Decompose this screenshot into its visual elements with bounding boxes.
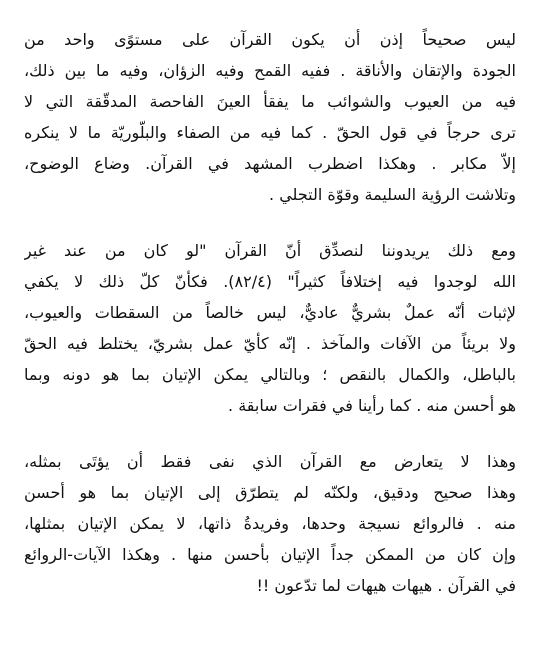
paragraph-spacer [24, 210, 516, 235]
paragraph-1 [24, 24, 516, 210]
text-line: وتلاشت الرؤية السليمة وقوّة التجلي . [269, 185, 516, 204]
paragraph-spacer [24, 421, 516, 446]
paragraph-2 [24, 235, 516, 421]
text-line: إلاّ مكابر . وهكذا اضطرب المشهد في القرآن. وضاع الوضوح، [24, 154, 516, 173]
text-line: منه . فالروائع نسيجة وحدها، وفريدةُ ذاتها، لا يمكن الإتيان بمثلها، [24, 514, 516, 533]
text-line: لإثبات أنّه عملٌ بشريٌّ عاديٌّ، ليس خالصاً من السقطات والعيوب، [24, 303, 516, 322]
text-line: الله لوجدوا فيه إختلافاً كثيراً" (٨٢/٤). فكأنّ كلّ ذلك لا يكفي [24, 272, 516, 291]
text-line: ليس صحيحاً إذن أن يكون القرآن على مستوًى واحد من [24, 30, 516, 49]
text-line: ولا بريئاً من الآفات والمآخذ . إنّه كأيّ عمل بشريّ، يختلط فيه الحقّ [24, 334, 516, 353]
text-line: وهذا صحيح ودقيق، ولكنّه لم يتطرّق إلى الإتيان بما هو أحسن [24, 483, 516, 502]
text-line: هو أحسن منه . كما رأينا في فقرات سابقة . [228, 396, 516, 415]
paragraph-3 [24, 446, 516, 601]
text-line: وإن كان من الممكن جداً الإتيان بأحسن منها . وهكذا الآيات-الروائع [24, 545, 516, 564]
text-line: ترى حرجاً في قول الحقّ . كما فيه من الصفاء والبلّوريّة ما لا ينكره [24, 123, 516, 142]
text-line: ومع ذلك يريدوننا لنصدِّق أنّ القرآن "لو كان من عند غير [24, 241, 516, 260]
text-line: الجودة والإتقان والأناقة . ففيه القمح وفيه الزؤان، وفيه ما بين ذلك، [24, 61, 516, 80]
text-line: في القرآن . هيهات هيهات لما تدّعون !! [256, 576, 516, 595]
text-line: فيه من العيوب والشوائب ما يفقأ العينَ الفاحصة المدقّقة التي لا [24, 92, 516, 111]
text-line: بالباطل، والكمال بالنقص ؛ وبالتالي يمكن الإتيان بما هو دونه وبما [24, 365, 516, 384]
text-line: وهذا لا يتعارض مع القرآن الذي نفى فقط أن يؤتَى بمثله، [24, 452, 516, 471]
